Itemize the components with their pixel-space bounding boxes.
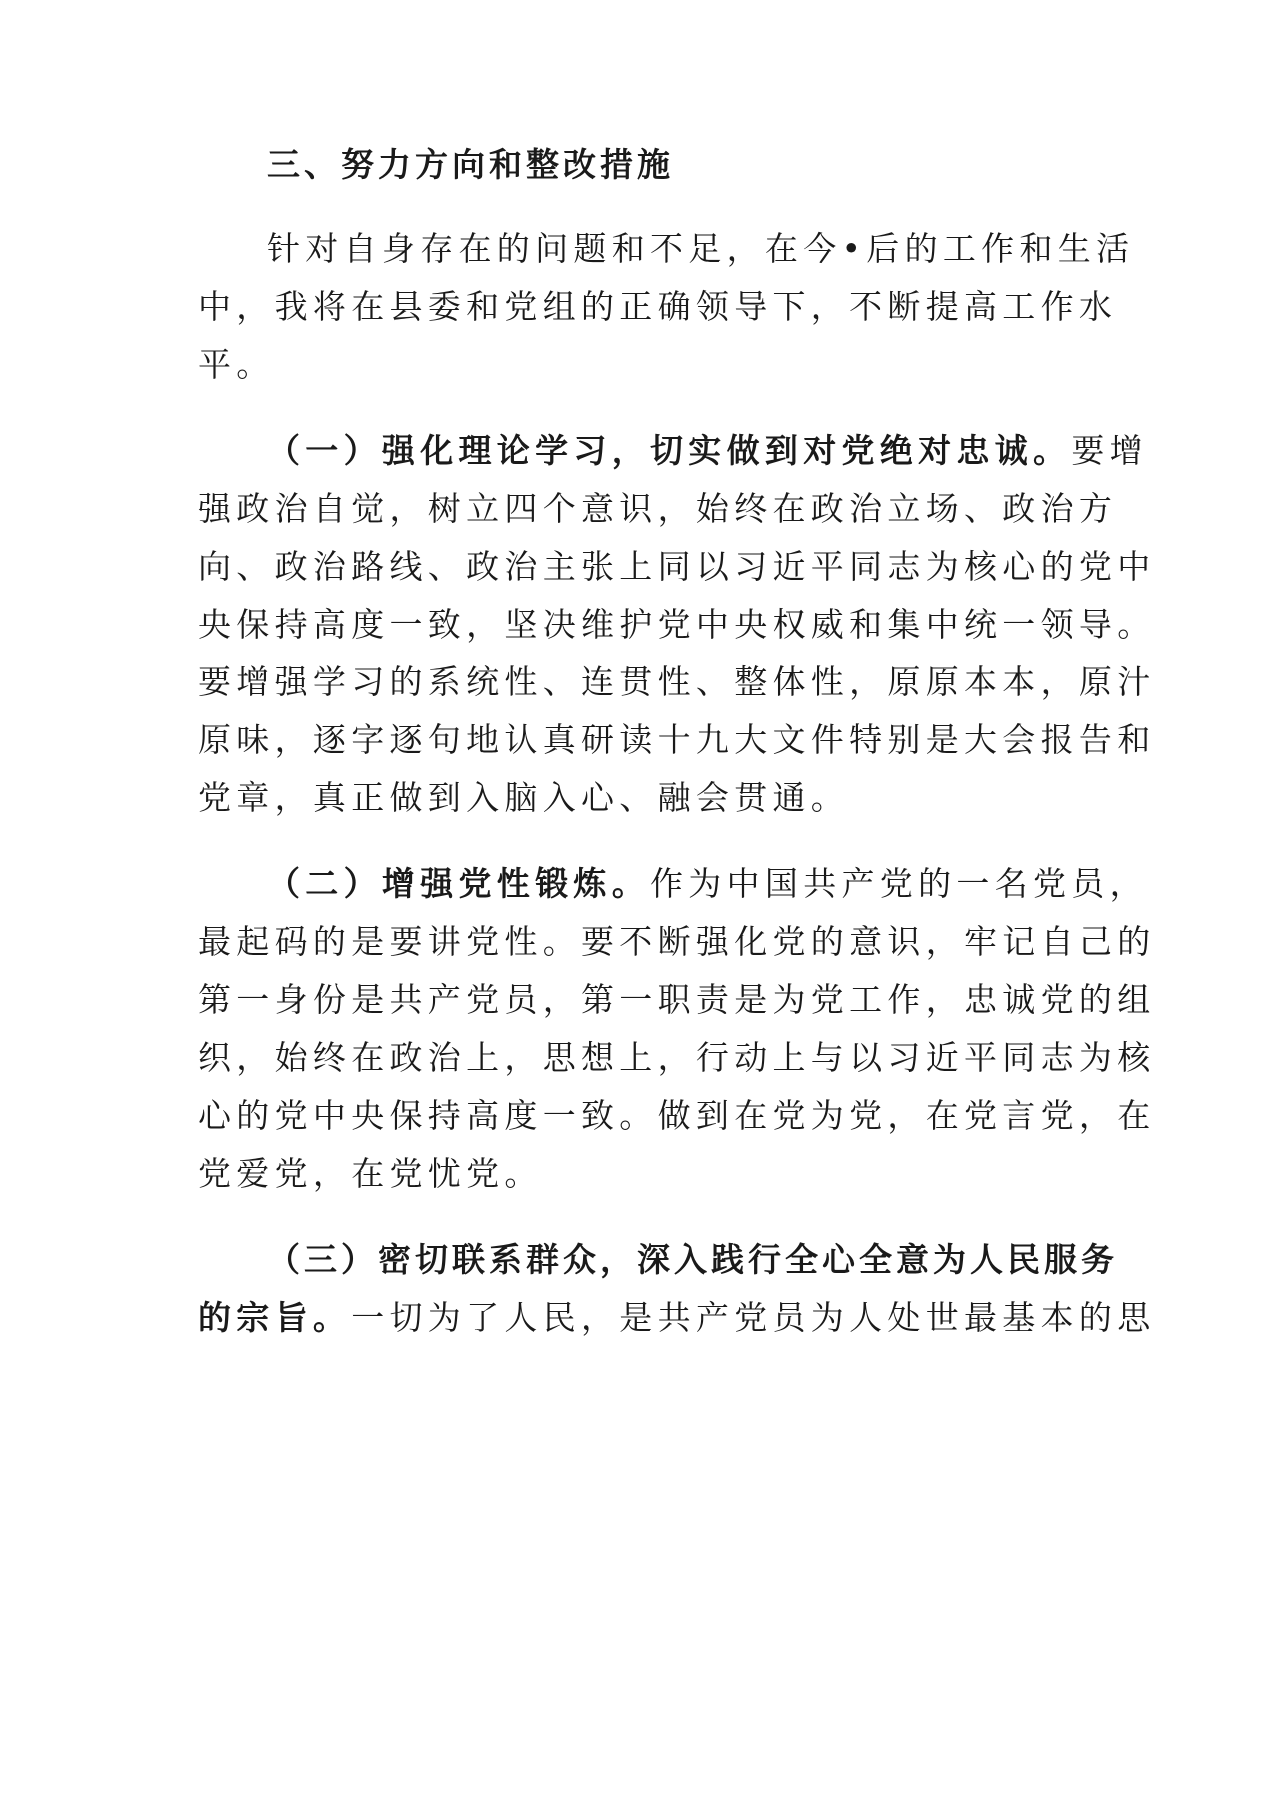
item2-line-2: 最起码的是要讲党性。要不断强化党的意识，牢记自己的 — [198, 922, 1156, 961]
item3-title-part1: （三）密切联系群众，深入践行全心全意为人民服务 — [267, 1240, 1118, 1279]
item2-line-5: 心的党中央保持高度一致。做到在党为党，在党言党，在 — [198, 1096, 1156, 1135]
intro-line-1: 针对自身存在的问题和不足，在今•后的工作和生活 — [267, 229, 1135, 268]
intro-line-2: 中，我将在县委和党组的正确领导下，不断提高工作水 — [198, 287, 1118, 326]
item2-title: （二）增强党性锻炼。 — [267, 864, 650, 903]
item1-line-1-rest: 要增 — [1071, 431, 1148, 470]
item2-line-1-rest: 作为中国共产党的一名党员， — [650, 864, 1148, 903]
item3-line-2 — [198, 1298, 1156, 1338]
item1-title: （一）强化理论学习，切实做到对党绝对忠诚。 — [267, 431, 1072, 470]
section-heading: 三、努力方向和整改措施 — [267, 145, 674, 184]
item1-line-7: 党章，真正做到入脑入心、融会贯通。 — [198, 778, 850, 817]
item1-line-5: 要增强学习的系统性、连贯性、整体性，原原本本，原汁 — [198, 662, 1156, 701]
item3-title-part2: 的宗旨。 — [198, 1298, 352, 1337]
item2-line-6: 党爱党，在党忧党。 — [198, 1154, 543, 1193]
item1-line-6: 原味，逐字逐句地认真研读十九大文件特别是大会报告和 — [198, 720, 1156, 759]
item3-line-2-rest: 一切为了人民，是共产党员为人处世最基本的思 — [351, 1298, 1156, 1337]
item2-line-1 — [267, 864, 1148, 904]
item1-line-3: 向、政治路线、政治主张上同以习近平同志为核心的党中 — [198, 547, 1156, 586]
item1-line-1 — [267, 431, 1148, 471]
intro-line-3: 平。 — [198, 345, 275, 384]
item2-line-4: 织，始终在政治上，思想上，行动上与以习近平同志为核 — [198, 1038, 1156, 1077]
item2-line-3: 第一身份是共产党员，第一职责是为党工作，忠诚党的组 — [198, 980, 1156, 1019]
item1-line-4: 央保持高度一致，坚决维护党中央权威和集中统一领导。 — [198, 605, 1156, 644]
item1-line-2: 强政治自觉，树立四个意识，始终在政治立场、政治方 — [198, 489, 1118, 528]
